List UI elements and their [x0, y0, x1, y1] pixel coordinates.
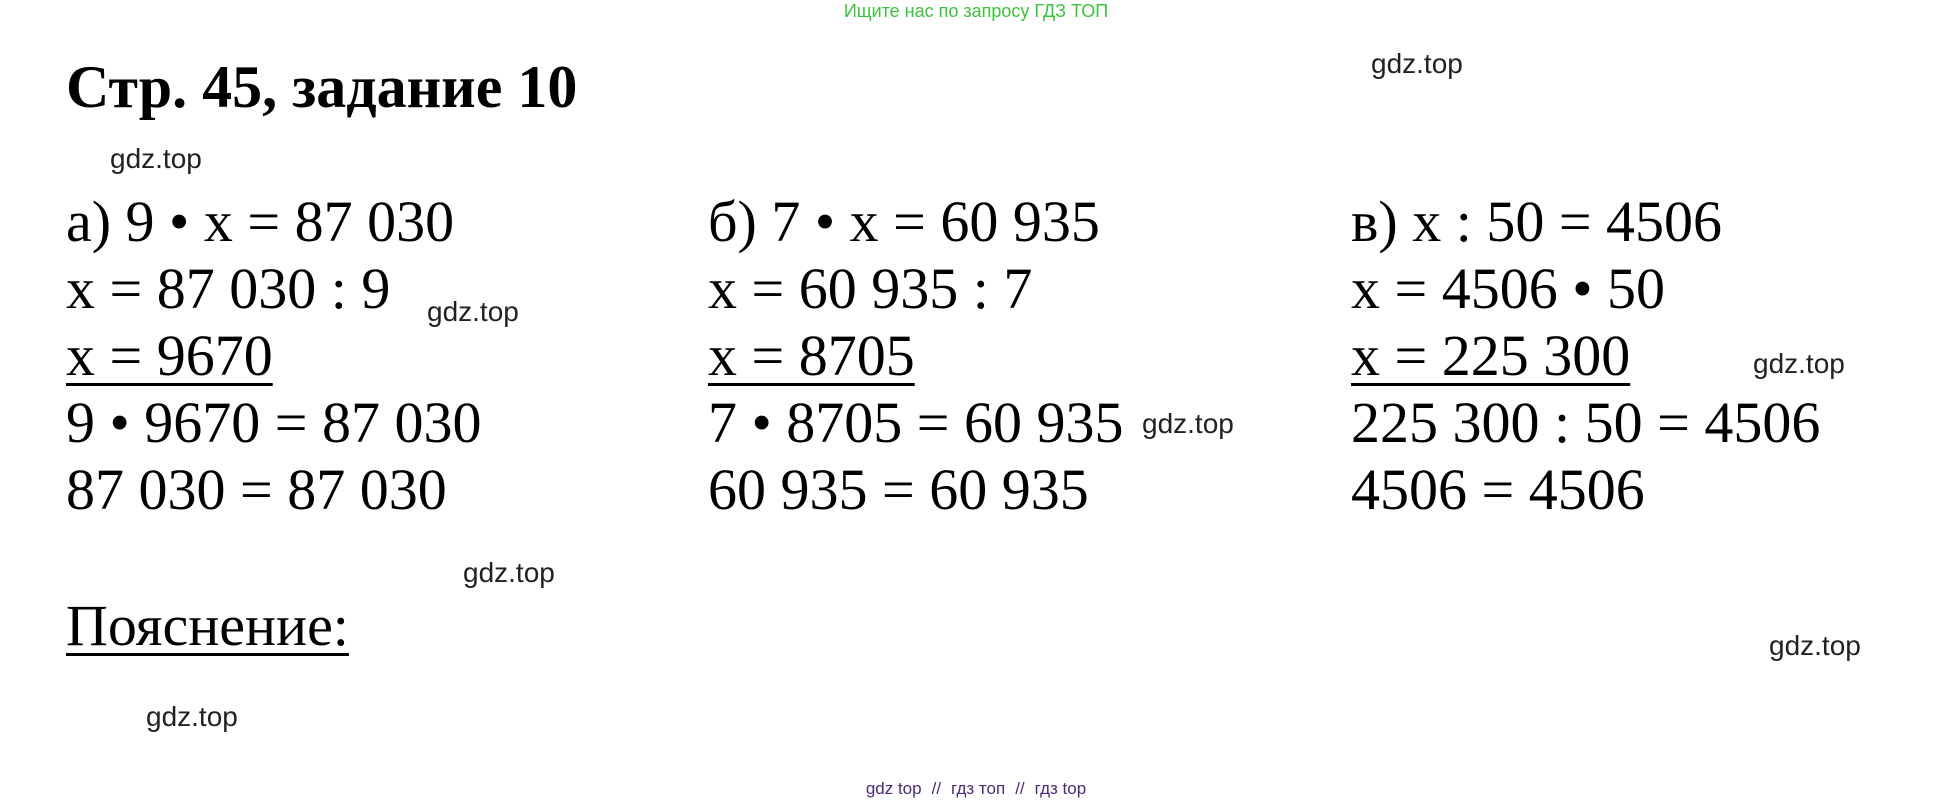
check-line: 87 030 = 87 030: [66, 457, 447, 522]
watermark: gdz.top: [110, 143, 202, 174]
footer-link[interactable]: гдз top: [1034, 779, 1087, 798]
equation-line: x = 60 935 : 7: [708, 256, 1033, 321]
footer-link[interactable]: gdz top: [865, 779, 922, 798]
watermark: gdz.top: [146, 701, 238, 732]
check-line: 60 935 = 60 935: [708, 457, 1089, 522]
answer-line: [1351, 322, 1820, 389]
equation-line: а) 9 • x = 87 030: [66, 189, 455, 254]
answer-line: [708, 322, 1124, 389]
watermark: gdz.top: [1142, 408, 1234, 439]
check-line: 225 300 : 50 = 4506: [1351, 390, 1821, 455]
answer-text: x = 225 300: [1351, 323, 1631, 388]
check-line: 7 • 8705 = 60 935: [708, 390, 1124, 455]
top-banner: Ищите нас по запросу ГДЗ ТОП: [843, 1, 1109, 21]
solution-column-c: [1351, 188, 1820, 523]
equation-line: x = 4506 • 50: [1351, 256, 1666, 321]
equation-line: в) x : 50 = 4506: [1351, 189, 1723, 254]
explanation-heading: Пояснение:: [66, 593, 349, 658]
solution-column-a: [66, 188, 482, 523]
check-line: 4506 = 4506: [1351, 457, 1645, 522]
answer-text: x = 8705: [708, 323, 915, 388]
watermark: gdz.top: [463, 557, 555, 588]
watermark: gdz.top: [1371, 48, 1463, 79]
footer-separator: //: [931, 779, 942, 798]
watermark: gdz.top: [1753, 348, 1845, 379]
footer: [0, 778, 1952, 800]
watermark: gdz.top: [427, 296, 519, 327]
check-line: 9 • 9670 = 87 030: [66, 390, 482, 455]
page-title: Стр. 45, задание 10: [66, 54, 578, 120]
footer-separator: //: [1015, 779, 1025, 798]
equation-line: x = 87 030 : 9: [66, 256, 391, 321]
footer-link[interactable]: гдз топ: [951, 779, 1006, 798]
solution-column-b: [708, 188, 1124, 523]
equation-line: б) 7 • x = 60 935: [708, 189, 1100, 254]
watermark: gdz.top: [1769, 630, 1861, 661]
answer-text: x = 9670: [66, 323, 273, 388]
answer-line: [66, 322, 482, 389]
